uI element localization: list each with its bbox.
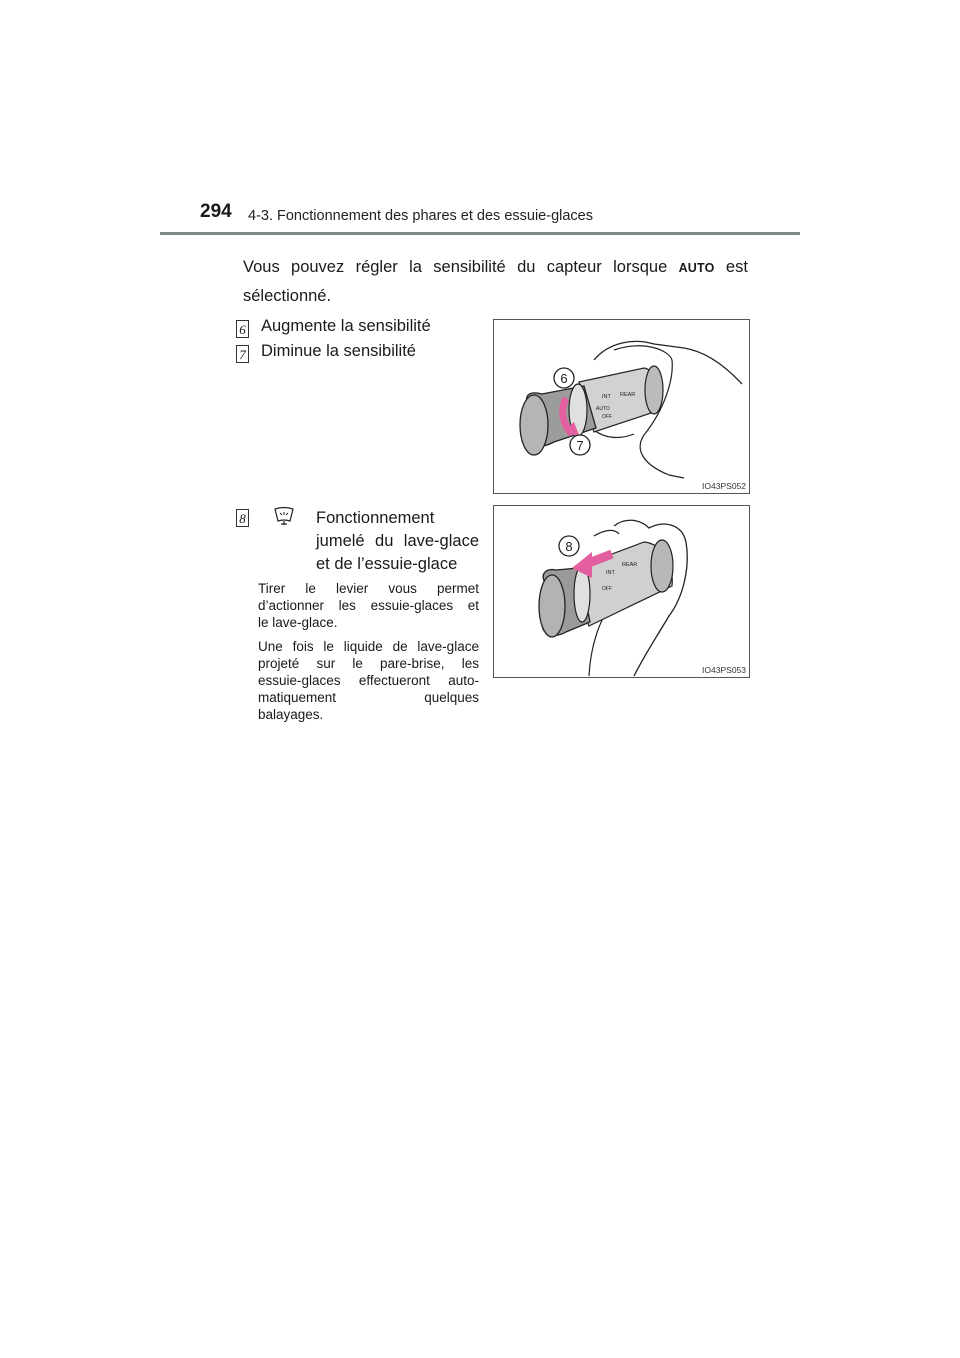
- intro-word: régler: [355, 258, 398, 276]
- switch-label: AUTO: [596, 406, 610, 412]
- callout-8: 8: [565, 539, 573, 554]
- intro-word: sensibilité: [433, 258, 506, 276]
- paragraph-word: sur: [316, 656, 336, 671]
- switch-label: INT: [602, 394, 611, 400]
- washer-icon: [272, 505, 296, 532]
- paragraph-line: balayages.: [258, 707, 324, 722]
- figure-code: IO43PS052: [702, 481, 746, 491]
- figure-wiper-sensitivity: [493, 319, 750, 494]
- paragraph-word: fois: [292, 639, 314, 654]
- paragraph-line: [258, 580, 479, 597]
- paragraph-word: Tirer: [258, 581, 286, 596]
- intro-word: pouvez: [291, 258, 345, 276]
- paragraph-word: quelques: [424, 690, 479, 705]
- item-number-6: 6: [236, 320, 249, 338]
- item-8-title-1: Fonctionnement: [316, 509, 435, 527]
- paragraph-word: permet: [436, 581, 479, 596]
- paragraph-word: lave-glace: [417, 639, 479, 654]
- intro-word: capteur: [546, 258, 602, 276]
- paragraph-line: [258, 672, 479, 689]
- intro-word: est: [725, 258, 748, 276]
- switch-label: REAR: [620, 392, 636, 398]
- paragraph-line: le lave-glace.: [258, 615, 338, 630]
- intro-word: du: [517, 258, 536, 276]
- switch-label: OFF: [602, 414, 612, 420]
- figure-code: IO43PS053: [702, 665, 746, 675]
- paragraph-word: effectueront: [358, 673, 430, 688]
- item-6-text: Augmente la sensibilité: [261, 317, 431, 335]
- item-8-paragraph-1: [258, 580, 479, 631]
- paragraph-word: essuie-glaces: [258, 673, 341, 688]
- paragraph-word: levier: [335, 581, 369, 596]
- item-number-7: 7: [236, 345, 249, 363]
- intro-word: la: [409, 258, 422, 276]
- paragraph-line: [258, 597, 479, 614]
- header-rule: [160, 232, 800, 235]
- paragraph-word: Une: [258, 639, 283, 654]
- title-word: jumelé: [316, 532, 365, 550]
- callout-6: 6: [560, 371, 568, 386]
- paragraph-word: les: [461, 656, 479, 671]
- auto-symbol: AUTO: [678, 261, 715, 275]
- paragraph-word: et: [467, 598, 479, 613]
- paragraph-word: le: [305, 581, 316, 596]
- intro-word: Vous: [243, 258, 280, 276]
- item-number-8: 8: [236, 509, 249, 527]
- item-8-title-3: et de l’essuie-glace: [316, 555, 458, 573]
- wiper-lever-illustration: [494, 320, 749, 493]
- washer-lever-illustration: [494, 506, 749, 677]
- paragraph-word: liquide: [343, 639, 383, 654]
- paragraph-word: auto-: [448, 673, 479, 688]
- paragraph-word: essuie-glaces: [370, 598, 454, 613]
- paragraph-word: matiquement: [258, 690, 337, 705]
- paragraph-word: pare-brise,: [380, 656, 445, 671]
- paragraph-word: vous: [388, 581, 417, 596]
- intro-line-1: [243, 258, 748, 277]
- intro-line-2: sélectionné.: [243, 287, 332, 305]
- paragraph-line: [258, 638, 479, 655]
- item-7-text: Diminue la sensibilité: [261, 342, 416, 360]
- paragraph-word: le: [323, 639, 334, 654]
- intro-word: lorsque: [613, 258, 668, 276]
- paragraph-line: [258, 655, 479, 672]
- switch-label: OFF: [602, 586, 612, 592]
- paragraph-line: [258, 689, 479, 706]
- switch-label: REAR: [622, 562, 638, 568]
- switch-label: INT: [606, 570, 615, 576]
- title-word: lave-glace: [403, 532, 479, 550]
- paragraph-word: d’actionner: [258, 598, 325, 613]
- title-word: du: [375, 532, 394, 550]
- page-number: 294: [200, 201, 232, 222]
- paragraph-word: de: [392, 639, 408, 654]
- item-8-paragraph-2: [258, 638, 479, 723]
- paragraph-word: le: [352, 656, 363, 671]
- paragraph-word: les: [338, 598, 356, 613]
- figure-washer-operation: [493, 505, 750, 678]
- paragraph-word: projeté: [258, 656, 300, 671]
- callout-7: 7: [576, 438, 584, 453]
- item-8-title-2: [316, 532, 479, 551]
- section-title: 4-3. Fonctionnement des phares et des essuie-glaces: [248, 208, 593, 224]
